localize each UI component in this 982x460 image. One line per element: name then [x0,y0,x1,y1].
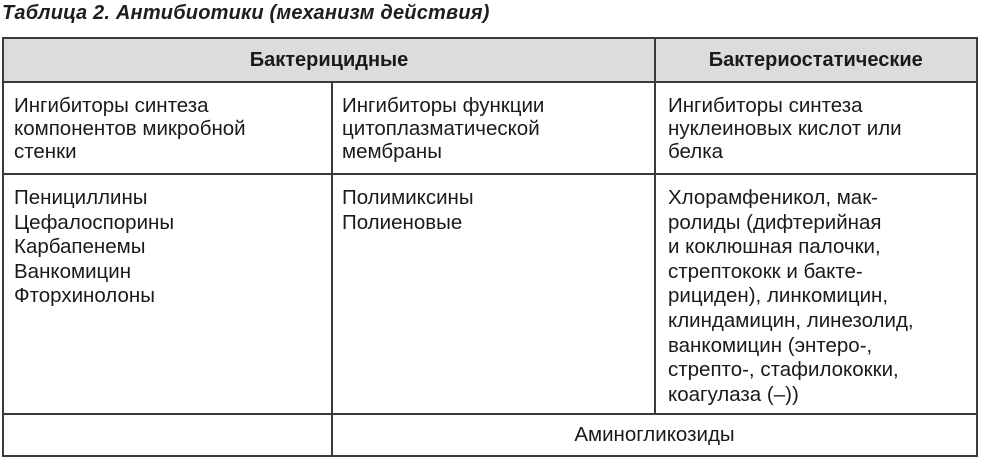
mechanism-membrane-line: цитоплазматической [342,117,540,140]
aminoglycosides-cell [333,414,976,455]
drug-item: Цефалоспорины [14,210,175,234]
header-bactericidal [4,39,654,81]
drug-item: ролиды (дифтерийная [668,210,882,234]
mechanism-nucleic-protein-line: Ингибиторы синтеза [668,94,863,117]
mechanism-cell-wall-line: Ингибиторы синтеза [14,94,209,117]
mechanism-nucleic-protein [668,94,973,163]
drug-item: стрептококк и бакте- [668,259,863,283]
drug-item: и коклюшная палочки, [668,235,881,259]
drugs-nucleic-protein [668,186,973,407]
drug-item: ванкомицин (энтеро-, [668,333,873,357]
mechanism-nucleic-protein-line: нуклеиновых кислот или [668,117,902,140]
header-divider [4,81,976,83]
column-divider-1 [331,81,333,455]
column-divider-header [654,39,656,81]
drug-item: Ванкомицин [14,259,132,283]
drug-item: рициден), линкомицин, [668,284,889,308]
header-bactericidal-label: Бактерицидные [249,48,409,71]
mechanism-cell-wall-line: стенки [14,140,77,163]
antibiotics-table [2,37,978,457]
row-divider-mechanism [4,173,976,175]
header-bacteriostatic-label: Бактериостатические [708,48,923,71]
table-caption: Таблица 2. Антибиотики (механизм действия) [2,2,490,24]
mechanism-cell-wall [14,94,324,163]
drug-item: Полиеновые [342,210,463,234]
mechanism-membrane-line: Ингибиторы функции [342,94,545,117]
mechanism-membrane [342,94,652,163]
mechanism-nucleic-protein-line: белка [668,140,724,163]
header-bacteriostatic [656,39,977,81]
drug-item: Хлорамфеникол, мак- [668,186,878,209]
drug-item: коагулаза (–)) [668,382,799,406]
column-divider-2 [654,81,656,413]
drugs-cell-wall [14,186,324,309]
drug-item: стрепто-, стафилококки, [668,358,899,382]
row-divider-drugs [4,413,976,415]
mechanism-membrane-line: мембраны [342,140,442,163]
drug-item: Карбапенемы [14,235,146,258]
mechanism-cell-wall-line: компонентов микробной [14,117,246,140]
drug-item: Полимиксины [342,186,474,209]
aminoglycosides-label: Аминогликозиды [574,423,735,446]
drugs-membrane [342,186,652,235]
drug-item: Фторхинолоны [14,284,155,307]
drug-item: клиндамицин, линезолид, [668,308,914,332]
drug-item: Пенициллины [14,186,148,209]
